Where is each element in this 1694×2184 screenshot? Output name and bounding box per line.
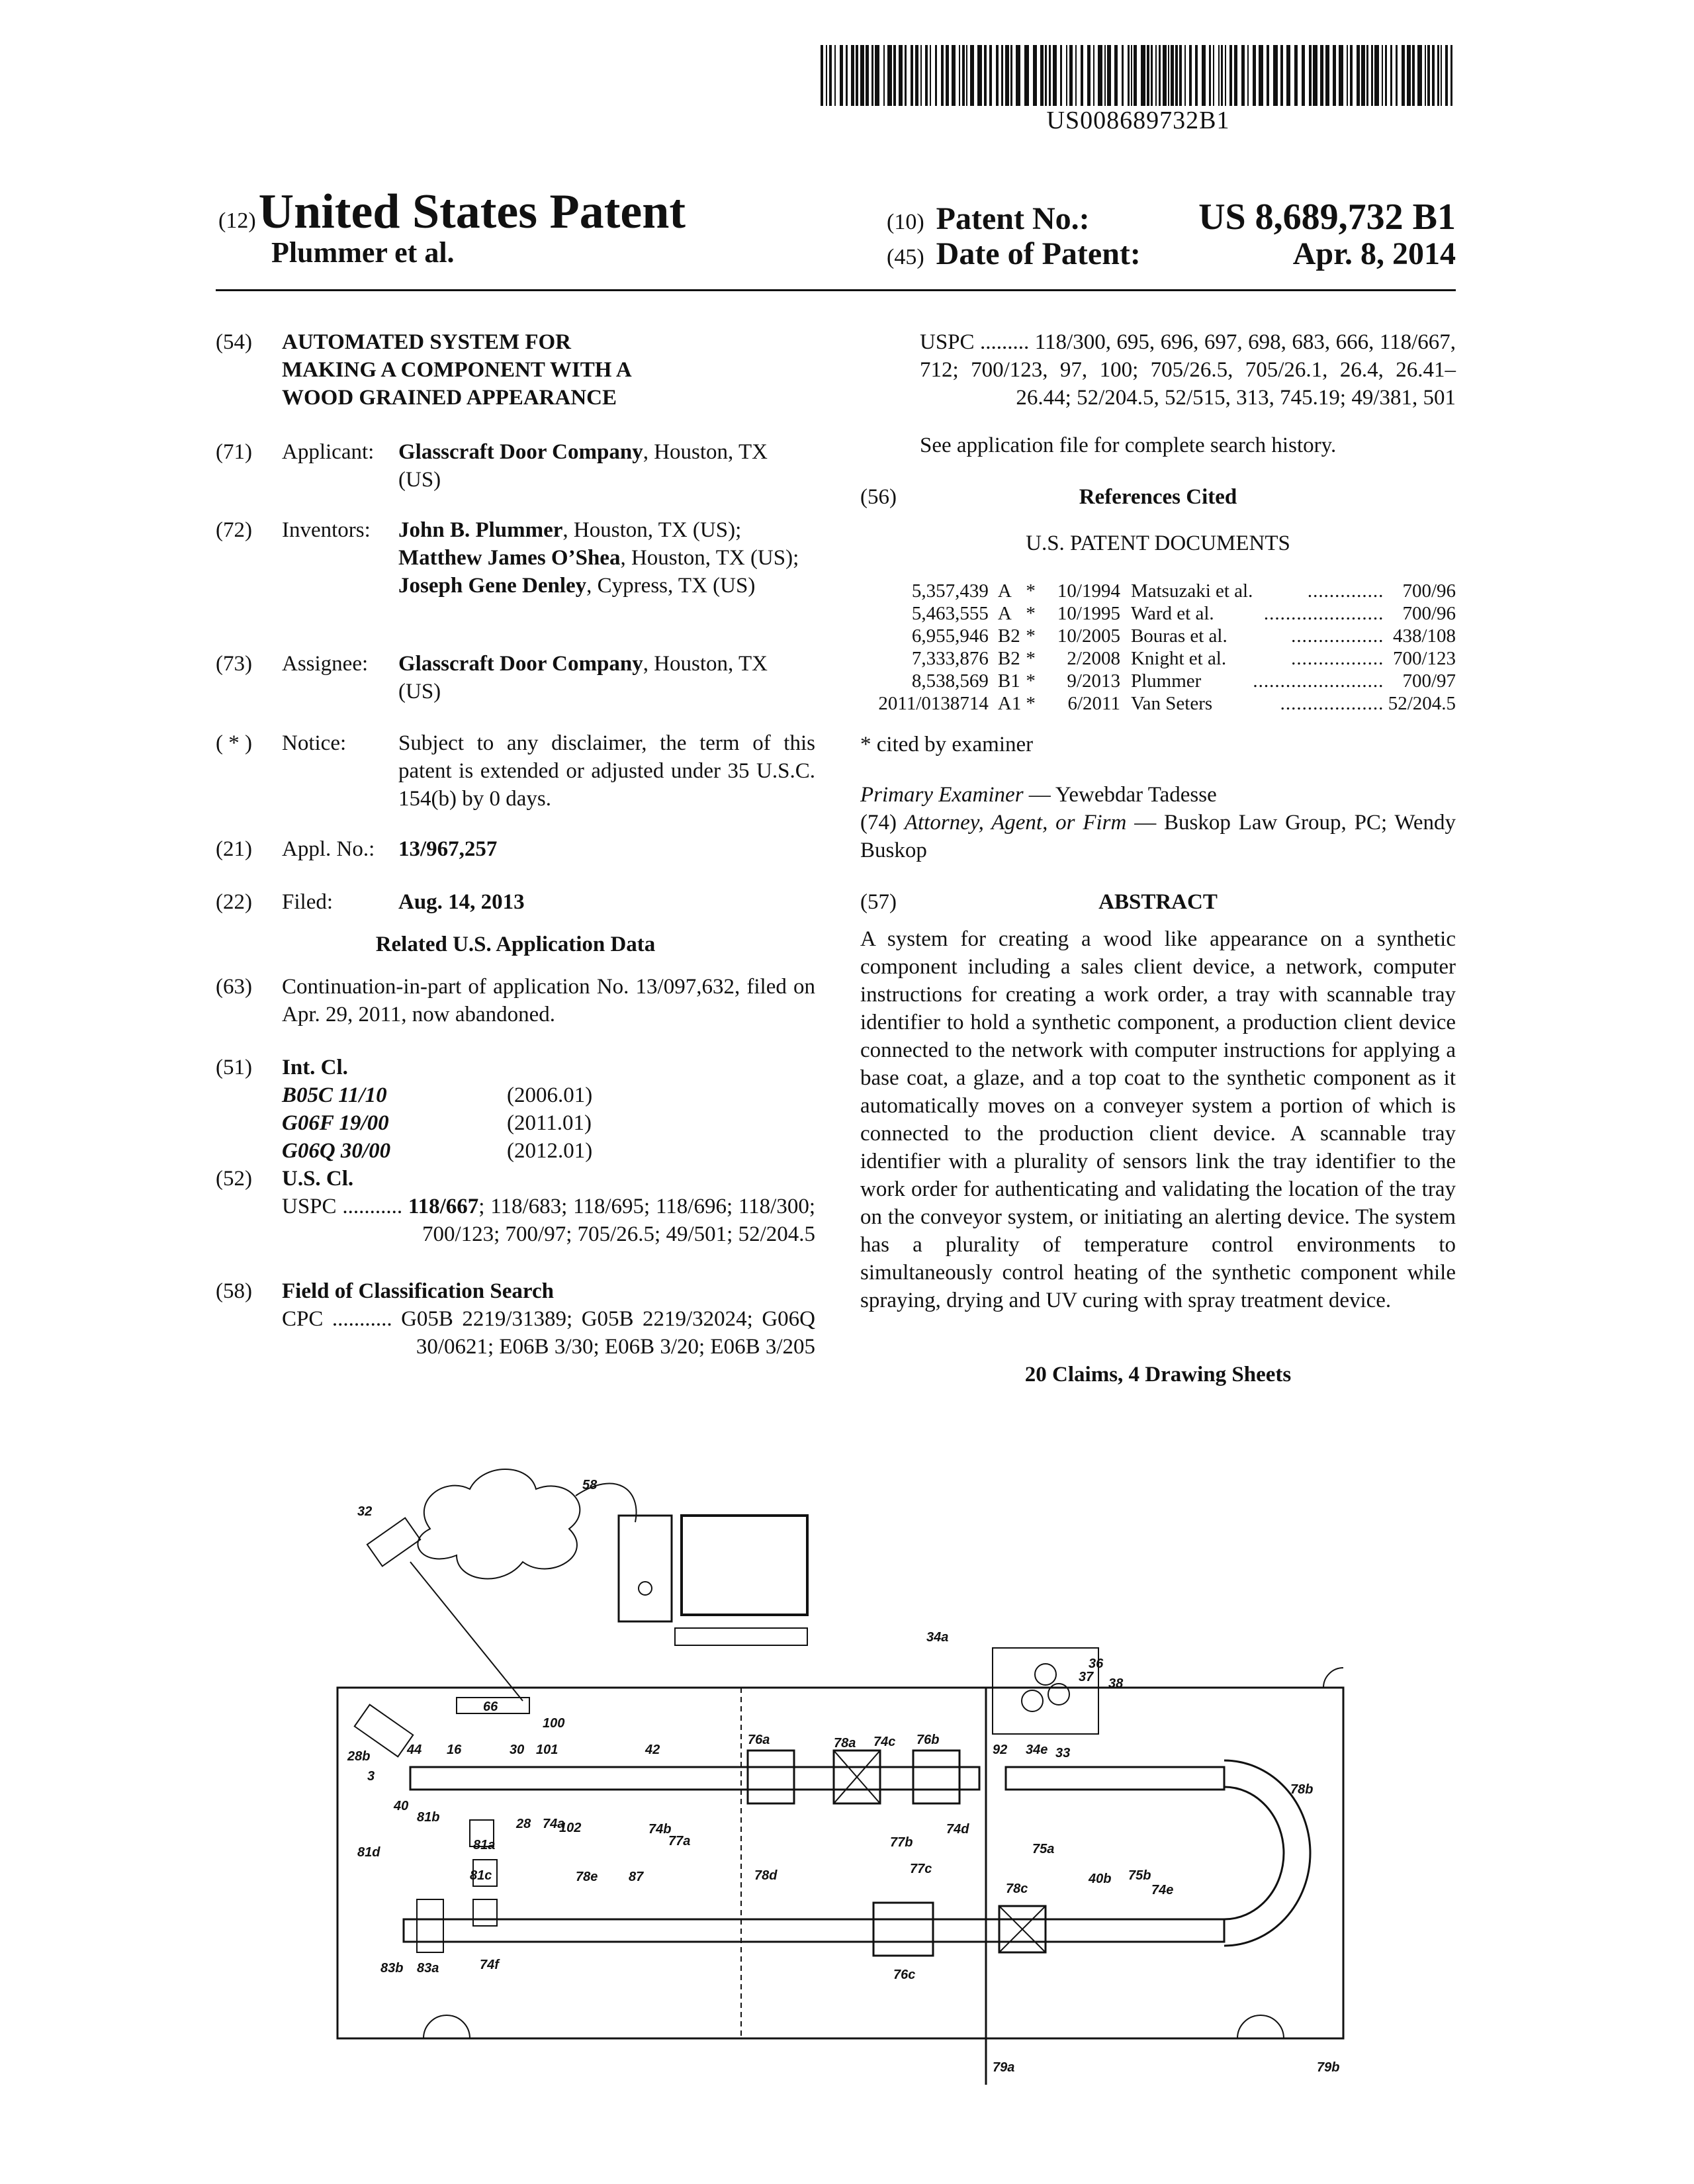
ref-star: * bbox=[1026, 670, 1036, 692]
search-history: See application file for complete search history. bbox=[920, 433, 1337, 457]
references-table-wrap bbox=[860, 580, 1456, 715]
keyboard-icon bbox=[675, 1628, 807, 1645]
abstract-text: A system for creating a wood like appearance on a synthetic component including a sales client device, a network, computer instructions for creating a work order, a tray with scannable tray identifier to hold a synthetic component, a production client device connected to the network with computer instructions for applying a base coat, a glaze, and a top coat to the synthetic component as it automatically moves on a conveyer system a portion of which is connected to the production client device. A scannable tray identifier with a plurality of sensors link the tray identifier to the work order for authenticating and validating the location of the tray on the conveyor system, or initiating an alerting device. The system has a plurality of temperature control environments to simultaneously control heating of the synthetic component while spraying, drying and UV curing with spray treatment device. bbox=[860, 927, 1456, 1312]
drawing-label: 75b bbox=[1128, 1868, 1151, 1883]
drawing-label: 101 bbox=[536, 1743, 558, 1757]
refs-heading: References Cited bbox=[1079, 485, 1237, 509]
date-label: Date of Patent: bbox=[936, 236, 1141, 271]
inventors-field bbox=[216, 516, 815, 600]
drawing-label: 40 bbox=[394, 1799, 409, 1813]
int-cl-code: (51) bbox=[216, 1056, 252, 1079]
examiner-line bbox=[860, 781, 1456, 809]
us-cl-rest: ; 118/683; 118/695; 118/696; 118/300; 700/123; 700/97; 705/26.5; 49/501; 52/204.5 bbox=[422, 1195, 816, 1246]
ref-star: * bbox=[1026, 603, 1036, 624]
filed-field bbox=[216, 888, 815, 916]
filed-label: Filed: bbox=[282, 890, 334, 914]
abstract-heading: ABSTRACT bbox=[1098, 890, 1218, 914]
ref-dots: ................... bbox=[1280, 693, 1384, 714]
inventor-2-location: , Houston, TX (US); bbox=[620, 546, 799, 570]
drawing-label: 74e bbox=[1151, 1883, 1174, 1897]
drawing-label: 38 bbox=[1108, 1676, 1124, 1691]
int-cl-code-3: G06Q 30/00 bbox=[282, 1139, 391, 1163]
drawing-label: 74a bbox=[543, 1817, 565, 1831]
ref-star: * bbox=[1026, 693, 1036, 714]
ref-star: * bbox=[1026, 648, 1036, 669]
drawing-label: 75a bbox=[1032, 1842, 1055, 1856]
barcode-number: US008689732B1 bbox=[1046, 107, 1230, 134]
drawing-label: 78d bbox=[754, 1868, 778, 1883]
drawing-label: 32 bbox=[357, 1504, 373, 1519]
conveyor-upper-right bbox=[1006, 1767, 1224, 1790]
system-layout-drawing bbox=[331, 1449, 1363, 2085]
inventors-value bbox=[398, 516, 815, 600]
int-cl-field bbox=[216, 1054, 815, 1165]
notice-code: ( * ) bbox=[216, 731, 252, 755]
cpc-value: CPC ........... G05B 2219/31389; G05B 2219/32024; G06Q 30/0621; E06B 3/30; E06B 3/20; E06B 3/205 bbox=[282, 1307, 815, 1359]
ref-kind: A1 bbox=[997, 693, 1022, 714]
drawing-label: 3 bbox=[367, 1769, 375, 1784]
us-cl-prefix: USPC ........... bbox=[282, 1195, 403, 1218]
ref-name: Matsuzaki et al. bbox=[1130, 580, 1253, 602]
attorney-line bbox=[860, 809, 1456, 864]
satellite-wire bbox=[410, 1562, 523, 1701]
drawing-label: 81a bbox=[473, 1838, 496, 1852]
assignee-field bbox=[216, 650, 815, 705]
reference-row bbox=[860, 580, 1456, 602]
us-cl-value bbox=[282, 1193, 815, 1248]
drawing-label: 36 bbox=[1089, 1657, 1104, 1671]
continuation-field bbox=[216, 973, 815, 1028]
int-cl-row bbox=[282, 1081, 815, 1109]
drum-36 bbox=[1035, 1664, 1056, 1685]
ref-name: Plummer bbox=[1130, 670, 1202, 692]
patent-title: AUTOMATED SYSTEM FOR MAKING A COMPONENT WITH A WOOD GRAINED APPEARANCE bbox=[282, 330, 631, 410]
assignee-name: Glasscraft Door Company bbox=[398, 652, 643, 676]
ref-dots: .............. bbox=[1307, 580, 1384, 602]
refs-code: (56) bbox=[860, 485, 897, 509]
examiner-name: — Yewebdar Tadesse bbox=[1023, 783, 1217, 807]
field-search-label: Field of Classification Search bbox=[282, 1279, 554, 1303]
patent-type-code: (12) bbox=[218, 208, 256, 233]
side-room bbox=[993, 1648, 1098, 1734]
patent-type: United States Patent bbox=[258, 185, 686, 239]
applicant-value bbox=[398, 438, 815, 494]
reference-row bbox=[860, 692, 1456, 715]
inventor-1: John B. Plummer bbox=[398, 518, 563, 542]
ref-class: 700/96 bbox=[1402, 603, 1456, 624]
drawing-label: 76b bbox=[916, 1733, 940, 1747]
ref-kind: A bbox=[997, 580, 1012, 602]
cited-note: * cited by examiner bbox=[860, 733, 1034, 756]
inventor-2: Matthew James O’Shea bbox=[398, 546, 621, 570]
ref-class: 700/97 bbox=[1402, 670, 1456, 692]
ref-star: * bbox=[1026, 580, 1036, 602]
claims-summary: 20 Claims, 4 Drawing Sheets bbox=[1024, 1363, 1292, 1387]
field-search-code: (58) bbox=[216, 1279, 252, 1303]
booth-76b bbox=[913, 1751, 959, 1803]
attorney-name: — Buskop Law Group, PC; Wendy Buskop bbox=[860, 811, 1456, 862]
drawing-label: 81c bbox=[470, 1868, 492, 1883]
barcode-bars bbox=[821, 45, 1456, 106]
ref-dots: ................. bbox=[1291, 648, 1384, 669]
tower-button bbox=[639, 1582, 652, 1595]
applicant-label: Applicant: bbox=[282, 440, 375, 464]
drawing-label: 78e bbox=[576, 1870, 598, 1884]
drawing-label: 16 bbox=[447, 1743, 462, 1757]
drawing-label: 77a bbox=[668, 1834, 691, 1848]
appl-no-label: Appl. No.: bbox=[282, 837, 375, 861]
inventors-label: Inventors: bbox=[282, 518, 371, 542]
patent-type-line bbox=[218, 184, 686, 240]
drum-38 bbox=[1022, 1690, 1043, 1711]
drawing-label: 37 bbox=[1079, 1670, 1094, 1684]
ref-number: 8,538,569 bbox=[911, 670, 989, 692]
int-cl-date-1: (2006.01) bbox=[507, 1083, 593, 1107]
notice-field bbox=[216, 729, 815, 813]
int-cl-label: Int. Cl. bbox=[282, 1056, 348, 1079]
reference-row bbox=[860, 602, 1456, 625]
continuation-code: (63) bbox=[216, 975, 252, 999]
booth-76a bbox=[748, 1751, 794, 1803]
attorney-label: Attorney, Agent, or Firm bbox=[904, 811, 1127, 835]
drawing-label: 30 bbox=[510, 1743, 525, 1757]
drawing-label: 77c bbox=[910, 1862, 932, 1876]
notice-label: Notice: bbox=[282, 731, 347, 755]
ref-name: Bouras et al. bbox=[1130, 625, 1227, 647]
ref-number: 2011/0138714 bbox=[878, 693, 989, 714]
ref-date: 6/2011 bbox=[1067, 693, 1120, 714]
ref-number: 5,463,555 bbox=[911, 603, 989, 624]
applicant-code: (71) bbox=[216, 440, 252, 464]
drawing-label: 81d bbox=[357, 1845, 380, 1860]
stack-81c bbox=[473, 1899, 497, 1926]
drawing-label: 87 bbox=[629, 1870, 644, 1884]
related-data-heading: Related U.S. Application Data bbox=[375, 933, 656, 956]
ref-kind: B2 bbox=[997, 648, 1020, 669]
assignee-label: Assignee: bbox=[282, 652, 369, 676]
assignee-value bbox=[398, 650, 815, 705]
uspc-search: USPC ......... 118/300, 695, 696, 697, 698, 683, 666, 118/667, 712; 700/123, 97, 100; 705/26.5, 705/26.1, 26.4, 26.41–26.44; 52/204.5, 52/515, 313, 745.19; 49/381, 501 bbox=[920, 330, 1456, 410]
header-rule bbox=[216, 289, 1456, 291]
us-cl-code: (52) bbox=[216, 1167, 252, 1191]
ref-class: 700/96 bbox=[1402, 580, 1456, 602]
ref-name: Van Seters bbox=[1130, 693, 1213, 714]
door-right bbox=[1237, 2015, 1284, 2038]
drawing-label: 83b bbox=[380, 1961, 404, 1976]
ref-class: 52/204.5 bbox=[1388, 693, 1456, 714]
inventors-code: (72) bbox=[216, 518, 252, 542]
ref-number: 7,333,876 bbox=[911, 648, 989, 669]
drawing-label: 78b bbox=[1290, 1782, 1314, 1797]
drawing-label: 100 bbox=[543, 1716, 565, 1731]
patent-date-line bbox=[887, 236, 1456, 272]
patent-date: Apr. 8, 2014 bbox=[1292, 236, 1456, 271]
drawing-label: 34e bbox=[1026, 1743, 1048, 1757]
reference-row bbox=[860, 670, 1456, 692]
conveyor-lower bbox=[404, 1919, 1224, 1942]
door-left bbox=[424, 2015, 470, 2038]
ref-number: 6,955,946 bbox=[911, 625, 989, 647]
ref-number: 5,357,439 bbox=[911, 580, 989, 602]
stack-83b bbox=[417, 1899, 443, 1952]
ref-dots: ........................ bbox=[1253, 670, 1384, 692]
int-cl-date-2: (2011.01) bbox=[507, 1111, 592, 1135]
drawing-label: 83a bbox=[417, 1961, 439, 1976]
drawing-label: 74d bbox=[946, 1822, 969, 1837]
ref-date: 2/2008 bbox=[1067, 648, 1120, 669]
applicant-location: , Houston, TX (US) bbox=[398, 440, 768, 492]
assignee-code: (73) bbox=[216, 652, 252, 676]
computer-tower-icon bbox=[619, 1516, 672, 1621]
us-docs-heading: U.S. PATENT DOCUMENTS bbox=[1026, 531, 1290, 555]
title-field bbox=[216, 328, 815, 412]
drawing-label: 79a bbox=[993, 2060, 1015, 2075]
ref-date: 10/2005 bbox=[1057, 625, 1120, 647]
drawing-label: 92 bbox=[993, 1743, 1008, 1757]
ref-kind: B1 bbox=[997, 670, 1020, 692]
patent-no-code: (10) bbox=[887, 210, 924, 234]
inventor-1-location: , Houston, TX (US); bbox=[562, 518, 742, 542]
us-cl-main: 118/667 bbox=[408, 1195, 479, 1218]
reference-row bbox=[860, 647, 1456, 670]
monitor-icon bbox=[682, 1516, 807, 1615]
drawing-label: 66 bbox=[483, 1700, 498, 1714]
date-code: (45) bbox=[887, 245, 924, 269]
drawing-label: 58 bbox=[582, 1478, 598, 1492]
field-search-body bbox=[282, 1277, 815, 1361]
int-cl-row bbox=[282, 1109, 815, 1137]
inventor-3-location: , Cypress, TX (US) bbox=[586, 574, 756, 598]
representative-drawing bbox=[331, 1449, 1363, 2085]
drawing-label: 102 bbox=[559, 1821, 582, 1835]
inventors-short: Plummer et al. bbox=[271, 236, 455, 269]
drawing-label: 28b bbox=[347, 1749, 371, 1764]
appl-no-field bbox=[216, 835, 815, 863]
appl-no-code: (21) bbox=[216, 837, 252, 861]
int-cl-code-2: G06F 19/00 bbox=[282, 1111, 389, 1135]
int-cl-body bbox=[282, 1054, 815, 1165]
drawing-label: 74b bbox=[648, 1822, 672, 1837]
notice-text: Subject to any disclaimer, the term of this patent is extended or adjusted under 35 U.S.C. 154(b) by 0 days. bbox=[398, 731, 815, 811]
ref-name: Knight et al. bbox=[1130, 648, 1227, 669]
drawing-label: 81b bbox=[417, 1810, 440, 1825]
drawing-label: 77b bbox=[890, 1835, 913, 1850]
drawing-label: 74c bbox=[873, 1735, 896, 1749]
drawing-label: 28 bbox=[516, 1817, 531, 1831]
continuation-text: Continuation-in-part of application No. 13/097,632, filed on Apr. 29, 2011, now abandoned. bbox=[282, 975, 815, 1026]
patent-number-line bbox=[887, 196, 1456, 238]
drawing-label: 40b bbox=[1089, 1872, 1112, 1886]
int-cl-date-3: (2012.01) bbox=[507, 1139, 593, 1163]
satellite bbox=[367, 1518, 420, 1567]
drawing-label: 42 bbox=[645, 1743, 660, 1757]
us-cl-label: U.S. Cl. bbox=[282, 1167, 354, 1191]
filed-value: Aug. 14, 2013 bbox=[398, 890, 525, 914]
door-top-right bbox=[1323, 1668, 1343, 1688]
ref-dots: ...................... bbox=[1263, 603, 1384, 624]
int-cl-row bbox=[282, 1137, 815, 1165]
drawing-label: 34a bbox=[926, 1630, 949, 1645]
filed-code: (22) bbox=[216, 890, 252, 914]
drawing-label: 33 bbox=[1055, 1746, 1071, 1760]
ref-star: * bbox=[1026, 625, 1036, 647]
drawing-label: 78a bbox=[834, 1736, 856, 1751]
reference-row bbox=[860, 625, 1456, 647]
patent-number: US 8,689,732 B1 bbox=[1198, 197, 1456, 238]
ref-class: 438/108 bbox=[1392, 625, 1456, 647]
assignee-location: , Houston, TX (US) bbox=[398, 652, 768, 704]
drawing-label: 78c bbox=[1006, 1882, 1028, 1896]
conveyor-turn-inner bbox=[1224, 1787, 1284, 1919]
us-cl-field bbox=[216, 1165, 815, 1248]
network-cloud bbox=[418, 1469, 580, 1578]
drawing-label: 79b bbox=[1317, 2060, 1340, 2075]
ref-kind: B2 bbox=[997, 625, 1020, 647]
inventor-3: Joseph Gene Denley bbox=[398, 574, 587, 598]
title-code: (54) bbox=[216, 330, 252, 354]
applicant-field bbox=[216, 438, 815, 494]
ref-date: 10/1994 bbox=[1057, 580, 1120, 602]
ref-kind: A bbox=[997, 603, 1012, 624]
booth-76c bbox=[873, 1903, 933, 1956]
conveyor-upper bbox=[410, 1767, 979, 1790]
abstract-code: (57) bbox=[860, 890, 897, 914]
applicant-name: Glasscraft Door Company bbox=[398, 440, 643, 464]
ref-dots: ................. bbox=[1291, 625, 1384, 647]
ref-date: 9/2013 bbox=[1067, 670, 1120, 692]
ref-date: 10/1995 bbox=[1057, 603, 1120, 624]
us-cl-body bbox=[282, 1165, 815, 1248]
ref-class: 700/123 bbox=[1392, 648, 1456, 669]
examiner-label: Primary Examiner bbox=[860, 783, 1024, 807]
int-cl-code-1: B05C 11/10 bbox=[282, 1083, 387, 1107]
barcode bbox=[821, 45, 1456, 106]
appl-no-value: 13/967,257 bbox=[398, 837, 498, 861]
ref-name: Ward et al. bbox=[1130, 603, 1214, 624]
patent-no-label: Patent No.: bbox=[936, 201, 1090, 236]
references-table bbox=[860, 580, 1456, 715]
field-search bbox=[216, 1277, 815, 1361]
attorney-code: (74) bbox=[860, 811, 897, 835]
drawing-label: 74f bbox=[480, 1958, 499, 1972]
drawing-label: 44 bbox=[407, 1743, 422, 1757]
drawing-label: 76c bbox=[893, 1968, 916, 1982]
drawing-label: 76a bbox=[748, 1733, 770, 1747]
